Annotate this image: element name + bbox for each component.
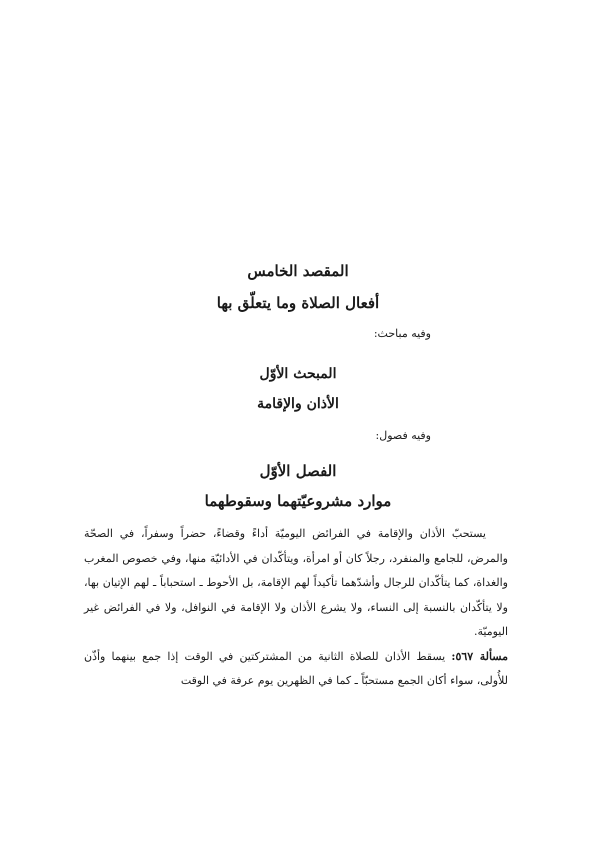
chapter-title: الأذان والإقامة	[257, 396, 339, 412]
section-heading: المقصد الخامس	[247, 262, 349, 280]
body-paragraph: يستحبّ الأذان والإقامة في الفرائض اليوميّة أداءً وقضاءً، حضراً وسفراً، في الصحّة والمرض، للجامع والمنفرد، رجلاً كان أو امرأة، ويتأكّدان في الأدائيّة منها، وفي خصوص المغرب والغداة، كما يتأكّدان للرجال وأشدّهما تأكيداً لهم الإقامة، بل الأحوط ـ استحباباً ـ لهم الإتيان بها، ولا يتأكّدان بالنسبة إلى النساء، ولا يشرع الأذان ولا الإقامة في النوافل، ولا في الفرائض غير اليوميّة.	[84, 527, 508, 638]
issue-paragraph	[84, 645, 508, 694]
issue-label: مسألة ٥٦٧:	[451, 649, 508, 663]
section-title: أفعال الصلاة وما يتعلّق بها	[216, 294, 380, 312]
chapter-heading: المبحث الأوّل	[259, 366, 337, 382]
chapter-note: وفيه فصول:	[375, 429, 431, 442]
subchapter-heading: الفصل الأوّل	[259, 462, 337, 480]
section-note: وفيه مباحث:	[373, 327, 431, 340]
body-text	[84, 522, 508, 694]
issue-text: يسقط الأذان للصلاة الثانية من المشتركتين في الوقت إذا جمع بينهما وأذّن للأُولى، سواء أكان الجمع مستحبّاً ـ كما في الظهرين يوم عرفة في الوقت	[84, 649, 508, 687]
subchapter-title: موارد مشروعيّتهما وسقوطهما	[204, 492, 392, 510]
